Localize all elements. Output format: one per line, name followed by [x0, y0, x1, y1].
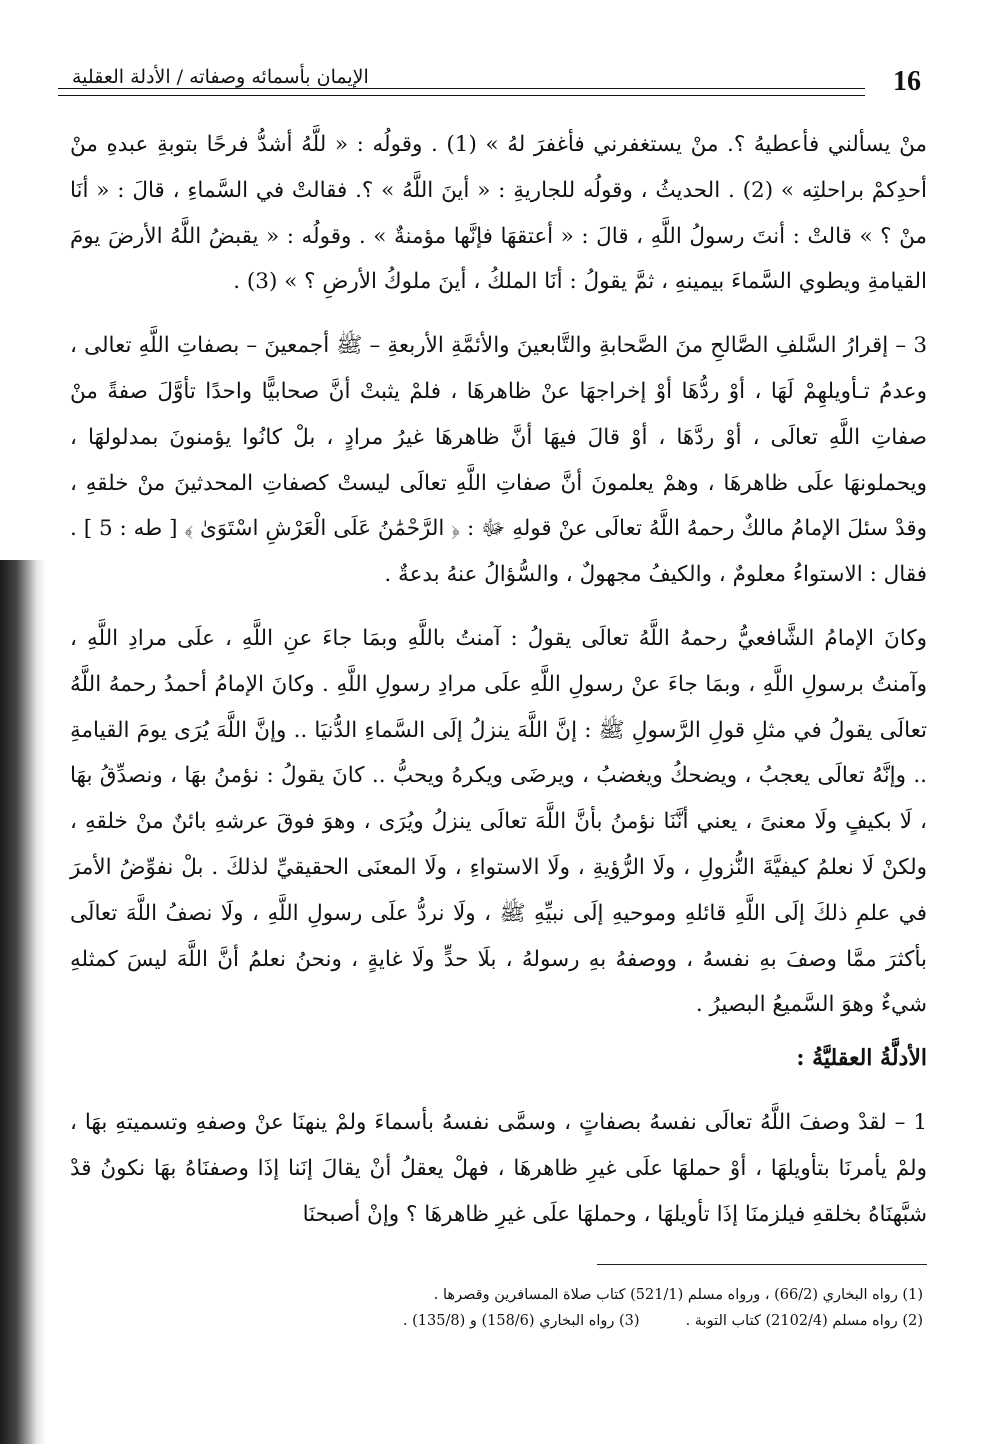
footnote-1: (1) رواه البخاري (66/2) ، ورواه مسلم (521/1) كتاب صلاة المسافرين وقصرها . — [433, 1287, 923, 1303]
page-number: 16 — [893, 66, 921, 97]
header-rule — [58, 88, 865, 96]
paragraph-hadith-quotes: منْ يسألني فأعطيهُ ؟. منْ يستغفرني فأغفرَ لهُ » (1) . وقولُه : « للَّهُ أشدُّ فرحًا بتوبةِ عبدهِ منْ أحدِكمْ براحلتِه » (2) . الحديثُ ، وقولُه للجاريةِ : « أينَ اللَّهُ » ؟. فقالتْ في السَّماءِ ، قالَ : « أنَا منْ ؟ » قالتْ : أنتَ رسولُ اللَّهِ ، قالَ : « أعتقهَا فإنَّها مؤمنةٌ » . وقولُه : « يقبضُ اللَّهُ الأرضَ يومَ القيامةِ ويطوي السَّماءَ بيمينهِ ، ثمَّ يقولُ : أنَا الملكُ ، أينَ ملوكُ الأرضِ ؟ » (3) . — [70, 132, 927, 295]
running-title: الإيمان بأسمائه وصفاته / الأدلة العقلية — [64, 66, 377, 88]
main-text — [70, 122, 927, 1237]
footnotes — [140, 1282, 923, 1334]
paragraph-salaf-consensus: 3 – إقرارُ السَّلفِ الصَّالحِ منَ الصَّحابةِ والتَّابعينَ والأئمَّةِ الأربعةِ – ﷺ أجمعينَ – بصفاتِ اللَّهِ تعالى ، وعدمُ تـأويلهِمْ لَهَا ، أوْ ردُّهَا أوْ إخراجهَا عنْ ظاهرهَا ، فلمْ يثبتْ أنَّ صحابيًّا واحدًا تأوَّلَ صفةً منْ صفاتِ اللَّهِ تعالَى ، أوْ ردَّهَا ، أوْ قالَ فيهَا أنَّ ظاهرهَا غيرُ مرادٍ ، بلْ كانُوا يؤمنونَ بمدلولهَا ، ويحملونهَا علَى ظاهرهَا ، وهمْ يعلمونَ أنَّ صفاتِ اللَّهِ تعالَى ليستْ كصفاتِ المحدثينَ منْ خلقهِ ، وقدْ سئلَ الإمامُ مالكٌ رحمهُ اللَّهُ تعالَى عنْ قولهِ ﷻ : ﴿ الرَّحْمَٰنُ عَلَى الْعَرْشِ اسْتَوَىٰ ﴾ [ طه : 5 ] . فقال : الاستواءُ معلومٌ ، والكيفُ مجهولٌ ، والسُّؤالُ عنهُ بدعةٌ . — [70, 333, 927, 588]
paragraph-imams-sayings: وكانَ الإمامُ الشَّافعيُّ رحمهُ اللَّهُ تعالَى يقولُ : آمنتُ باللَّهِ وبمَا جاءَ عنِ اللَّهِ ، علَى مرادِ اللَّهِ ، وآمنتُ برسولِ اللَّهِ ، وبمَا جاءَ عنْ رسولِ اللَّهِ علَى مرادِ رسولِ اللَّهِ . وكانَ الإمامُ أحمدُ رحمهُ اللَّهُ تعالَى يقولُ في مثلِ قولِ الرَّسولِ ﷺ : إنَّ اللَّهَ ينزلُ إلَى السَّماءِ الدُّنيَا .. وإنَّ اللَّهَ يُرَى يومَ القيامةِ .. وإنَّهُ تعالَى يعجبُ ، ويضحكُ ويغضبُ ، ويرضَى ويكرهُ ويحبُّ .. كانَ يقولُ : نؤمنُ بهَا ، ونصدِّقُ بهَا ، لَا بكيفٍ ولَا معنىً ، يعني أنَّنَا نؤمنُ بأنَّ اللَّهَ تعالَى ينزلُ ويُرَى ، وهوَ فوقَ عرشهِ بائنٌ منْ خلقهِ ، ولكنْ لَا نعلمُ كيفيَّةَ النُّزولِ ، ولَا الرُّؤيةِ ، ولَا الاستواءِ ، ولَا المعنَى الحقيقيِّ لذلكَ . بلْ نفوِّضُ الأمرَ في علمِ ذلكَ إلَى اللَّهِ قائلهِ وموحيهِ إلَى نبيِّهِ ﷺ ، ولَا نردُّ علَى رسولِ اللَّهِ ، ولَا نصفُ اللَّهَ تعالَى بأكثرَ ممَّا وصفَ بهِ نفسهُ ، ووصفهُ بهِ رسولهُ ، بلَا حدٍّ ولَا غايةٍ ، ونحنُ نعلمُ أنَّ اللَّهَ ليسَ كمثلهِ شيءٌ وهوَ السَّميعُ البصيرُ . — [70, 625, 927, 1018]
footnote-2: (2) رواه مسلم (2102/4) كتاب التوبة . — [685, 1313, 923, 1329]
footnote-divider — [597, 1264, 927, 1265]
section-heading: الأدلَّةُ العقليَّةُ : — [796, 1045, 927, 1072]
footnote-3: (3) رواه البخاري (158/6) و (135/8) . — [402, 1313, 640, 1329]
page-edge-shadow — [0, 560, 46, 1444]
page-header — [58, 58, 921, 114]
paragraph-rational-proofs: 1 – لقدْ وصفَ اللَّهُ تعالَى نفسهُ بصفاتٍ ، وسمَّى نفسهُ بأسماءَ ولمْ ينهنَا عنْ وصفهِ وتسميتهِ بهَا ، ولمْ يأمرنَا بتأويلهَا ، أوْ حملهَا علَى غيرِ ظاهرهَا ، فهلْ يعقلُ أنْ يقالَ إنَنا إذَا وصفنَاهُ بهَا نكونُ قدْ شبَّهنَاهُ بخلقهِ فيلزمنَا إذَا تأويلهَا ، وحملهَا علَى غيرِ ظاهرهَا ؟ وإنْ أصبحنَا — [70, 1109, 927, 1227]
